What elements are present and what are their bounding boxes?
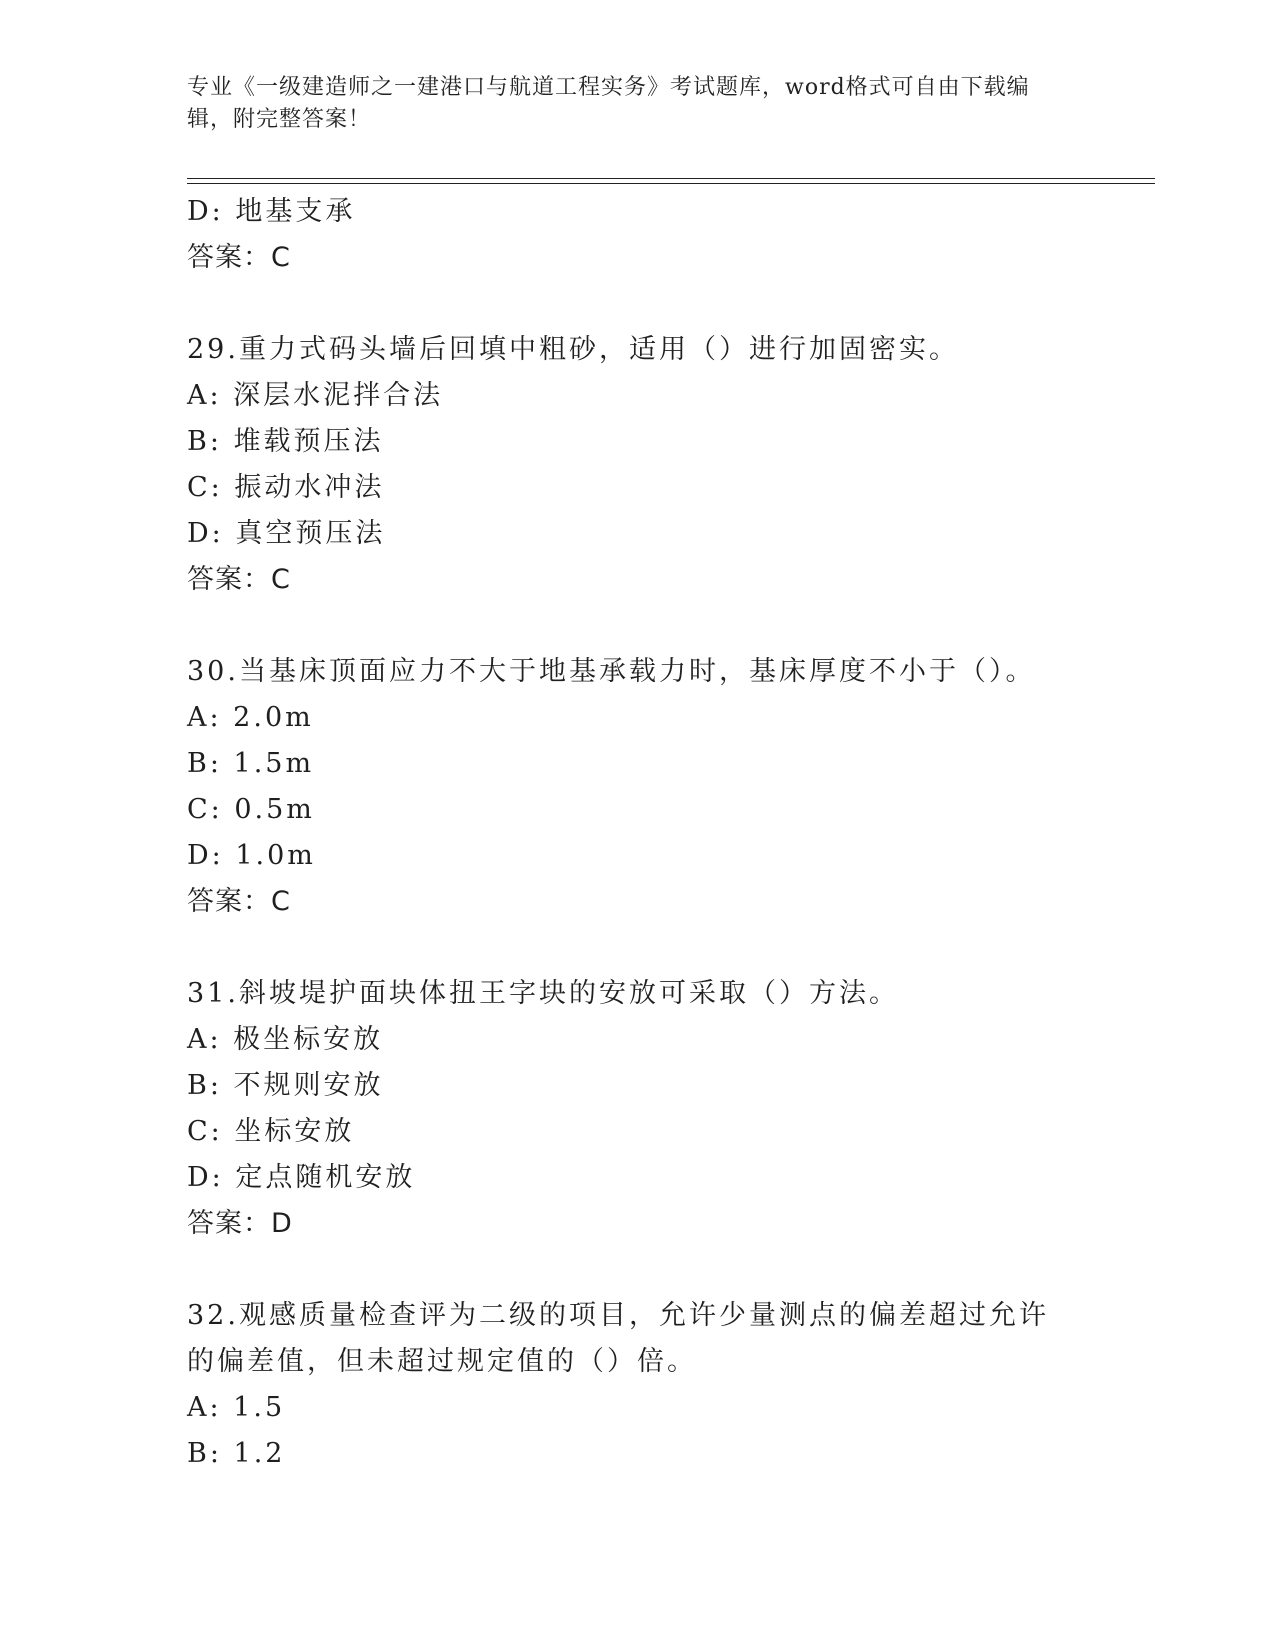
option-a: A: 2.0m — [187, 702, 314, 733]
option-d: D: 1.0m — [187, 840, 316, 871]
option-c: C: 振动水冲法 — [187, 472, 385, 503]
option-b: B: 1.2 — [187, 1438, 286, 1469]
option-a: A: 深层水泥拌合法 — [187, 380, 444, 411]
option-c: C: 0.5m — [187, 794, 315, 825]
question-stem: 31.斜坡堤护面块体扭王字块的安放可采取（）方法。 — [187, 978, 899, 1009]
option-d: D: 地基支承 — [187, 196, 356, 227]
question-stem: 29.重力式码头墙后回填中粗砂，适用（）进行加固密实。 — [187, 334, 959, 365]
answer-line: 答案：C — [187, 886, 291, 917]
answer-line: 答案：D — [187, 1208, 293, 1239]
option-c: C: 坐标安放 — [187, 1116, 355, 1147]
answer-line: 答案：C — [187, 242, 291, 273]
option-a: A: 极坐标安放 — [187, 1024, 384, 1055]
document-header: 专业《一级建造师之一建港口与航道工程实务》考试题库，word格式可自由下载编辑，附完整答案！ — [187, 75, 1030, 132]
option-b: B: 1.5m — [187, 748, 315, 779]
question-content — [187, 189, 1087, 1477]
option-d: D: 定点随机安放 — [187, 1162, 416, 1193]
header-divider-top — [187, 178, 1155, 179]
option-b: B: 堆载预压法 — [187, 426, 384, 457]
option-d: D: 真空预压法 — [187, 518, 386, 549]
option-b: B: 不规则安放 — [187, 1070, 384, 1101]
answer-line: 答案：C — [187, 564, 291, 595]
option-a: A: 1.5 — [187, 1392, 286, 1423]
header-divider-bottom — [187, 183, 1155, 184]
question-stem: 32.观感质量检查评为二级的项目，允许少量测点的偏差超过允许的偏差值，但未超过规定值的（）倍。 — [187, 1300, 1049, 1377]
question-stem: 30.当基床顶面应力不大于地基承载力时，基床厚度不小于（）。 — [187, 656, 1036, 687]
